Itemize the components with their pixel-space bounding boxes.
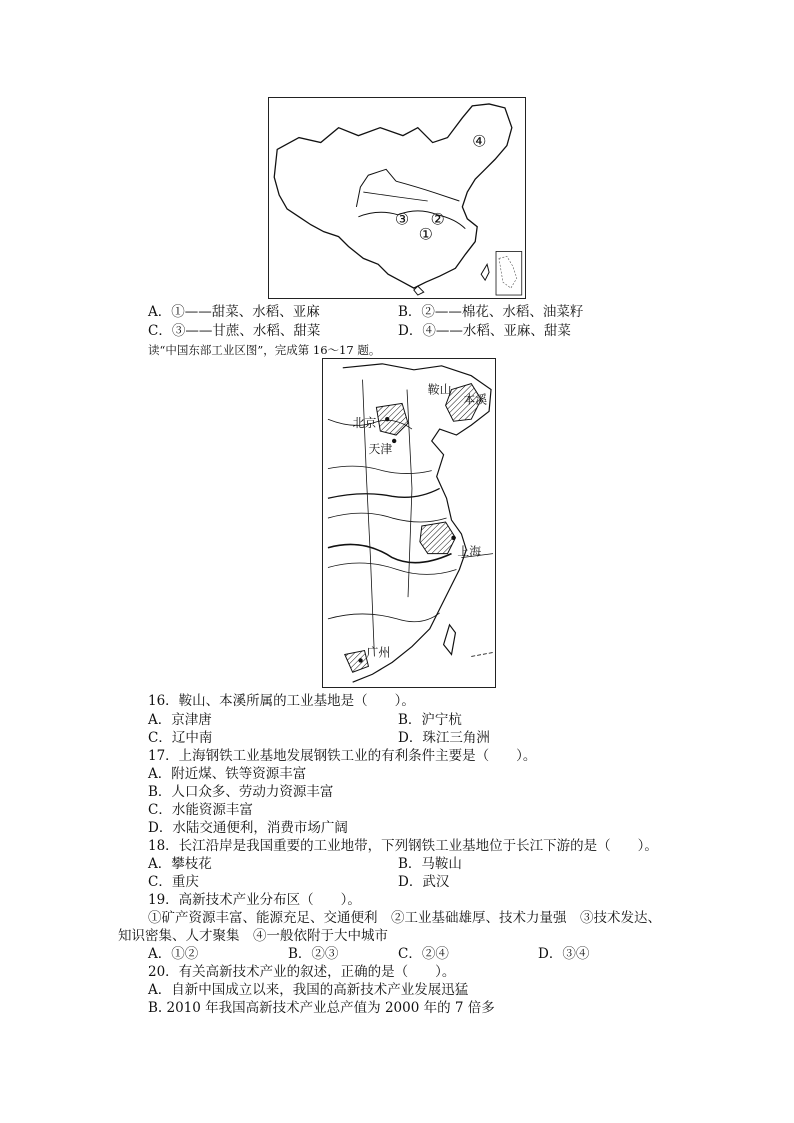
q20-stem: 20．有关高新技术产业的叙述，正确的是（ ）。: [148, 964, 456, 980]
q17-option-c: C．水能资源丰富: [148, 802, 253, 818]
q17-option-d: D．水陆交通便利，消费市场广阔: [148, 820, 348, 836]
q19-option-c: C．②④: [398, 946, 449, 962]
q18-option-a: A．攀枝花: [148, 856, 212, 872]
taiwan-island: [444, 625, 456, 655]
label-benxi: 本溪: [463, 392, 488, 407]
taiwan-island: [481, 264, 489, 280]
q17-option-b: B．人口众多、劳动力资源丰富: [148, 784, 334, 800]
q19-body-line1: ①矿产资源丰富、能源充足、交通便利 ②工业基础雄厚、技术力量强 ③技术发达、: [148, 910, 661, 926]
q19-option-b: B．②③: [288, 946, 339, 962]
q16-option-d: D．珠江三角洲: [398, 730, 490, 746]
q20-option-b: B. 2010 年我国高新技术产业总产值为 2000 年的 7 倍多: [148, 1000, 495, 1016]
q17-stem: 17．上海钢铁工业基地发展钢铁工业的有利条件主要是（ ）。: [148, 748, 537, 764]
eastern-industry-map-drawing: [323, 359, 495, 687]
q15-option-b: B．②——棉花、水稻、油菜籽: [398, 304, 584, 320]
guangzhou-dot: [358, 658, 362, 662]
q16-stem: 16．鞍山、本溪所属的工业基地是（ ）。: [148, 693, 415, 709]
province-border-3: [328, 513, 447, 522]
china-crop-map: [268, 97, 526, 299]
q18-option-d: D．武汉: [398, 874, 450, 890]
jingjintang-hatched-area: [376, 403, 408, 435]
q16-option-c: C．辽中南: [148, 730, 213, 746]
sea-line-2: [471, 652, 493, 656]
region-marker-2: ②: [430, 209, 445, 229]
q16-option-b: B．沪宁杭: [398, 712, 462, 728]
label-guangzhou: 广州: [366, 645, 391, 660]
region-marker-3: ③: [395, 209, 410, 229]
q16-option-a: A．京津唐: [148, 712, 212, 728]
q15-option-d: D．④——水稻、亚麻、甜菜: [398, 323, 571, 339]
q20-option-a: A．自新中国成立以来，我国的高新技术产业发展迅猛: [148, 982, 469, 998]
river-line: [363, 192, 427, 201]
q15-option-c: C．③——甘蔗、水稻、甜菜: [148, 323, 321, 339]
province-border-4: [328, 563, 457, 574]
region-boundary-yangtze: [358, 211, 465, 229]
province-border-2: [328, 466, 432, 473]
q17-option-a: A．附近煤、铁等资源丰富: [148, 766, 307, 782]
label-tianjin: 天津: [368, 441, 393, 456]
china-crop-map-drawing: [269, 98, 525, 298]
label-shanghai: 上海: [457, 544, 482, 559]
q19-body-line2: 知识密集、人才聚集 ④一般依附于大中城市: [118, 928, 388, 944]
region-marker-4: ④: [472, 131, 487, 151]
eastern-industry-map: [322, 358, 496, 688]
q19-option-d: D．③④: [538, 946, 590, 962]
shanghai-dot: [451, 536, 455, 540]
q18-option-c: C．重庆: [148, 874, 199, 890]
huning-hang-hatched-area: [420, 522, 456, 554]
yellow-river: [328, 488, 440, 498]
pearl-river-hatched-area: [345, 651, 369, 673]
q18-stem: 18．长江沿岸是我国重要的工业地带，下列钢铁工业基地位于长江下游的是（ ）。: [148, 838, 658, 854]
region-boundary-loess: [356, 169, 396, 207]
q19-stem: 19．高新技术产业分布区（ ）。: [148, 892, 361, 908]
tianjin-dot: [392, 439, 396, 443]
label-anshan: 鞍山: [427, 382, 452, 397]
q15-option-a: A．①——甜菜、水稻、亚麻: [148, 304, 320, 320]
q18-option-b: B．马鞍山: [398, 856, 462, 872]
label-beijing: 北京: [352, 416, 377, 431]
instruction-text: 读“中国东部工业区图”，完成第 16～17 题。: [148, 343, 381, 357]
q19-option-a: A．①②: [148, 946, 199, 962]
region-marker-1: ①: [418, 224, 433, 244]
beijing-dot: [385, 417, 389, 421]
province-border-5: [328, 613, 440, 622]
